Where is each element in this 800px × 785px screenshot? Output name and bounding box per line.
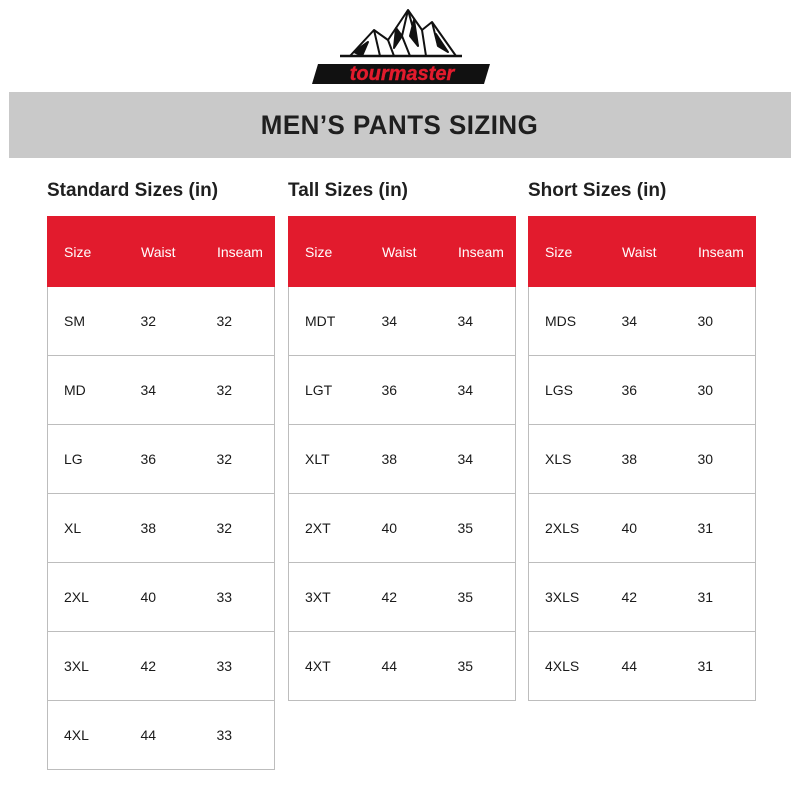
size-section-short — [528, 178, 756, 674]
waist-cell: 42 — [141, 632, 217, 701]
table-row — [48, 356, 275, 425]
table-row — [48, 494, 275, 563]
waist-cell: 40 — [622, 494, 698, 563]
column-header-waist: Waist — [622, 217, 698, 287]
inseam-cell: 30 — [698, 356, 756, 425]
table-header-row — [48, 217, 275, 287]
table-row — [529, 563, 756, 632]
size-section-standard — [47, 178, 275, 743]
column-header-size: Size — [529, 217, 622, 287]
column-header-waist: Waist — [141, 217, 217, 287]
size-cell: 3XLS — [529, 563, 622, 632]
table-row — [48, 425, 275, 494]
waist-cell: 40 — [382, 494, 458, 563]
inseam-cell: 32 — [217, 356, 275, 425]
size-table-tall — [288, 216, 516, 701]
tourmaster-logo — [310, 6, 495, 86]
waist-cell: 36 — [141, 425, 217, 494]
table-row — [48, 287, 275, 356]
table-row — [529, 494, 756, 563]
waist-cell: 40 — [141, 563, 217, 632]
size-table-short — [528, 216, 756, 701]
table-row — [48, 632, 275, 701]
inseam-cell: 32 — [217, 494, 275, 563]
section-title: Short Sizes (in) — [528, 180, 667, 201]
inseam-cell: 32 — [217, 425, 275, 494]
waist-cell: 36 — [622, 356, 698, 425]
logo-wordmark: tourmaster — [349, 63, 455, 85]
table-row — [48, 701, 275, 770]
inseam-cell: 30 — [698, 425, 756, 494]
page-title: MEN’S PANTS SIZING — [261, 109, 539, 140]
table-row — [289, 425, 516, 494]
waist-cell: 44 — [622, 632, 698, 701]
inseam-cell: 33 — [217, 563, 275, 632]
inseam-cell: 33 — [217, 632, 275, 701]
size-cell: 2XLS — [529, 494, 622, 563]
waist-cell: 42 — [382, 563, 458, 632]
table-header-row — [289, 217, 516, 287]
title-banner — [9, 92, 791, 158]
size-cell: LGS — [529, 356, 622, 425]
table-row — [529, 632, 756, 701]
table-row — [289, 563, 516, 632]
section-title: Standard Sizes (in) — [47, 180, 219, 201]
waist-cell: 38 — [141, 494, 217, 563]
waist-cell: 36 — [382, 356, 458, 425]
waist-cell: 32 — [141, 287, 217, 356]
inseam-cell: 34 — [458, 425, 516, 494]
size-cell: SM — [48, 287, 141, 356]
size-cell: XL — [48, 494, 141, 563]
size-cell: XLT — [289, 425, 382, 494]
size-cell: LGT — [289, 356, 382, 425]
inseam-cell: 34 — [458, 356, 516, 425]
inseam-cell: 31 — [698, 494, 756, 563]
inseam-cell: 31 — [698, 563, 756, 632]
size-cell: MD — [48, 356, 141, 425]
size-cell: 4XT — [289, 632, 382, 701]
waist-cell: 44 — [382, 632, 458, 701]
waist-cell: 38 — [622, 425, 698, 494]
waist-cell: 38 — [382, 425, 458, 494]
section-title: Tall Sizes (in) — [288, 180, 409, 201]
column-header-inseam: Inseam — [458, 217, 516, 287]
size-cell: MDS — [529, 287, 622, 356]
inseam-cell: 35 — [458, 563, 516, 632]
inseam-cell: 34 — [458, 287, 516, 356]
size-table-standard — [47, 216, 275, 770]
size-cell: 4XLS — [529, 632, 622, 701]
size-cell: 2XT — [289, 494, 382, 563]
inseam-cell: 33 — [217, 701, 275, 770]
size-cell: MDT — [289, 287, 382, 356]
waist-cell: 34 — [622, 287, 698, 356]
column-header-size: Size — [289, 217, 382, 287]
size-section-tall — [288, 178, 516, 674]
size-cell: 3XL — [48, 632, 141, 701]
table-row — [289, 632, 516, 701]
table-row — [289, 494, 516, 563]
column-header-size: Size — [48, 217, 141, 287]
table-row — [48, 563, 275, 632]
table-header-row — [529, 217, 756, 287]
waist-cell: 34 — [141, 356, 217, 425]
size-cell: 4XL — [48, 701, 141, 770]
waist-cell: 34 — [382, 287, 458, 356]
column-header-inseam: Inseam — [698, 217, 756, 287]
inseam-cell: 30 — [698, 287, 756, 356]
table-row — [529, 425, 756, 494]
column-header-waist: Waist — [382, 217, 458, 287]
inseam-cell: 35 — [458, 494, 516, 563]
table-row — [529, 356, 756, 425]
size-cell: LG — [48, 425, 141, 494]
inseam-cell: 35 — [458, 632, 516, 701]
waist-cell: 44 — [141, 701, 217, 770]
inseam-cell: 31 — [698, 632, 756, 701]
size-cell: 2XL — [48, 563, 141, 632]
waist-cell: 42 — [622, 563, 698, 632]
size-cell: 3XT — [289, 563, 382, 632]
column-header-inseam: Inseam — [217, 217, 275, 287]
inseam-cell: 32 — [217, 287, 275, 356]
table-row — [289, 356, 516, 425]
table-row — [529, 287, 756, 356]
table-row — [289, 287, 516, 356]
size-cell: XLS — [529, 425, 622, 494]
